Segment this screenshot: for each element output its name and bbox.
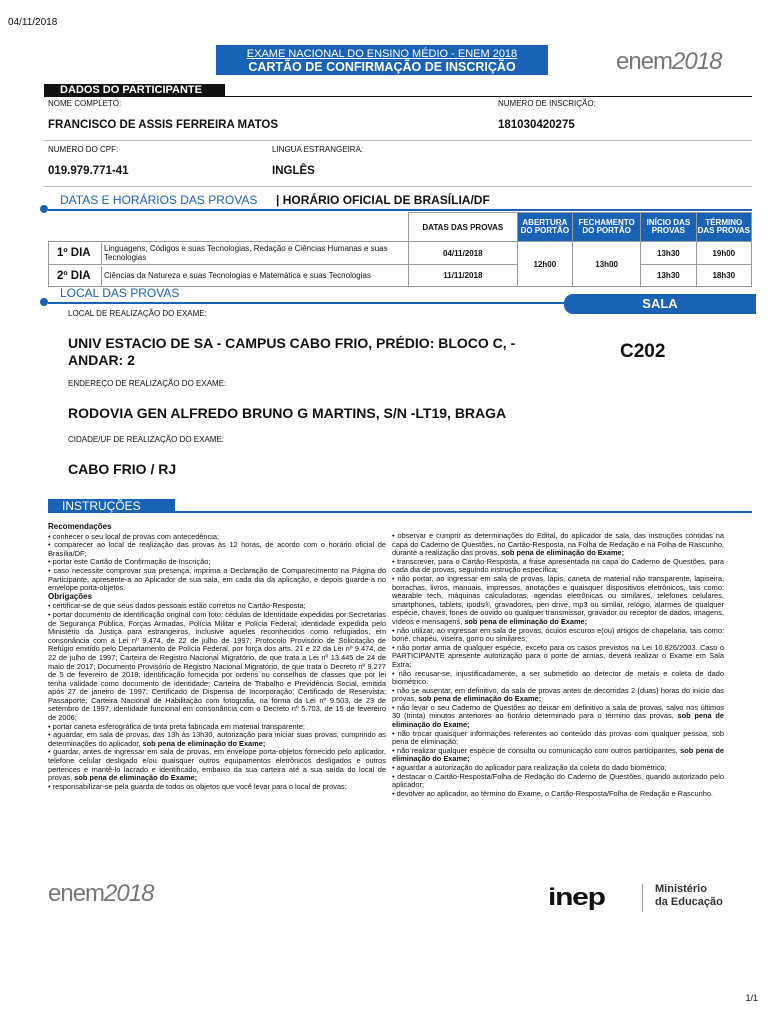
rec-title: Recomendações — [48, 522, 112, 531]
lang-label: LINGUA ESTRANGEIRA: — [272, 145, 364, 154]
list-item: • responsabilizar-se pela guarda de todos os objetos que você levar para o local de provas; — [48, 781, 347, 791]
end-cell: 19h00 — [696, 242, 751, 265]
inep-logo: inep — [548, 884, 605, 911]
place-line-1: UNIV ESTACIO DE SA - CAMPUS CABO FRIO, PRÉDIO: BLOCO C, - — [68, 335, 516, 351]
instructions-left-col — [48, 523, 386, 791]
list-item — [48, 731, 386, 748]
day-cell — [49, 265, 409, 287]
date-cell: 04/11/2018 — [409, 242, 518, 265]
item-text: • não levar o seu Caderno de Questões ao deixar em definitivo a sala de provas, salvo nos últimos 30 (trinta) minutos anteriores ao horário determinado para o término das provas, — [392, 702, 724, 721]
list-item — [392, 790, 724, 799]
local-rule — [48, 302, 564, 304]
item-text: • não realizar qualquer espécie de consulta ou comunicação com outros participantes, — [392, 745, 681, 755]
item-bold: sob pena de eliminação do Exame; — [464, 616, 588, 626]
list-item — [392, 575, 724, 627]
date-cell: 11/11/2018 — [409, 265, 518, 287]
item-text: • transcrever, para o Cartão-Resposta, a frase apresentada na capa do Caderno de Questões, para cada dia de provas, seguindo instrução específica; — [392, 556, 724, 575]
item-text: • não se ausentar, em definitivo, da sala de provas antes de decorridas 2 (duas) horas do início das provas, — [392, 685, 724, 704]
day-cell — [49, 242, 409, 265]
day-desc: Ciências da Natureza e suas Tecnologias e Matemática e suas Tecnologias — [101, 266, 408, 286]
th-open: ABERTURA DO PORTÃO — [517, 213, 572, 242]
logo-year-a: 20 — [104, 880, 129, 907]
list-item: • portar este Cartão de Confirmação de Inscrição; — [48, 557, 211, 567]
instructions-right-col — [392, 532, 724, 798]
item-text: • não recusar-se, injustificadamente, a ser submetido ao detector de metais e coleta de dado biométrico. — [392, 668, 724, 687]
addr-value: RODOVIA GEN ALFREDO BRUNO G MARTINS, S/N -LT19, BRAGA — [68, 405, 507, 421]
list-item: • portar caneta esferográfica de tinta preta fabricada em material transparente; — [48, 721, 305, 731]
th-end: TÉRMINO DAS PROVAS — [696, 213, 751, 242]
list-item: • portar documento de identificação original com foto: cédulas de Identidade expedidas por Secretarias de Segurança Pública, Forças Armadas, Polícia Militar e Polícia Federal; identidade expedida pelo Ministério da Justiça para estrangeiros, inclusive aqueles reconhecidos como refugiados, em consonância com a Lei nº 9.474, de 22 de julho de 1997; Protocolo Provisório de Solicitação de Refúgio emitido pelo Departamento de Polícia Federal, por força dos arts. 21 e 22 da Lei nº 9.474, de 22 de julho de 1997; Carteira de Registro Nacional Migratório, de que trata a Lei nº 13.445 de 24 de maio de 2017; Documento Provisório de Registro Nacional Migratório, de que trata o Decreto nº 9.277 de 5 de fevereiro de 2018; identificação fornecida por ordens ou conselhos de classes que por lei tenha validade como documento de identidade; Carteira de Trabalho e Previdência Social, emitida após 27 de janeiro de 1997; Certificado de Dispensa de Incorporação; Certificado de Reservista; Passaporte; Carteira Nacional de Habilitação com fotografia, na forma da Lei nº 9.503, de 23 de setembro de 1997; identidade funcional em consonância com o Decreto nº 5.703, de 15 de fevereiro de 2006; — [48, 609, 386, 723]
item-text: • não trocar quaisquer informações referentes ao conteúdo das provas com qualquer pessoa, sob pena de eliminação; — [392, 728, 724, 747]
end-cell: 18h30 — [696, 265, 751, 287]
list-item — [392, 704, 724, 730]
list-item — [392, 687, 724, 704]
list-item — [392, 747, 724, 764]
city-label: CIDADE/UF DE REALIZAÇÃO DO EXAME: — [68, 435, 225, 444]
logo-year-a: 20 — [672, 48, 697, 75]
instructions-rule — [175, 511, 752, 513]
item-text: • não portar arma de qualquer espécie, exceto para os casos previstos na Lei 10.826/2003. Caso o PARTICIPANTE apresente autorização para o porte de armas, deverá realizar o Exame em Sala Extra; — [392, 642, 724, 669]
bullet-dot — [40, 298, 48, 306]
item-text: • aguardar a autorização do aplicador para realização da coleta do dado biométrico; — [392, 763, 667, 773]
table-row — [49, 242, 752, 265]
page-number: 1/1 — [745, 993, 758, 1003]
item-text: • não utilizar, ao ingressar em sala de provas, óculos escuros e(ou) artigos de chapelaria, tais como: boné, chapéu, viseira, gorro ou similares; — [392, 625, 724, 644]
sala-label: SALA — [564, 294, 756, 314]
schedule-rule — [48, 209, 752, 211]
divider — [44, 186, 752, 187]
list-item: • conhecer o seu local de provas com antecedência; — [48, 531, 220, 541]
ministry-line-1: Ministério — [655, 883, 707, 895]
enem-logo-footer — [48, 880, 153, 908]
print-date: 04/11/2018 — [8, 17, 58, 28]
list-item — [392, 670, 724, 687]
item-bold: sob pena de eliminação do Exame; — [392, 745, 724, 764]
th-date: DATAS DAS PROVAS — [409, 213, 518, 242]
list-item: • certificar-se de que seus dados pessoais estão corretos no Cartão-Resposta; — [48, 601, 306, 611]
list-item — [392, 644, 724, 670]
list-item — [392, 773, 724, 790]
bullet-dot — [40, 205, 48, 213]
open-cell: 12h00 — [517, 242, 572, 287]
th-close: FECHAMENTO DO PORTÃO — [573, 213, 641, 242]
list-item — [392, 627, 724, 644]
list-item — [392, 558, 724, 575]
cpf-value: 019.979.771-41 — [48, 165, 129, 177]
logo-year-b: 18 — [128, 880, 154, 907]
header-banner — [216, 45, 548, 75]
list-item: • caso necessite comprovar sua presença, imprima a Declaração de Comparecimento na Página do Participante, apresente-a ao Aplicador de sua sala, em cada dia da aplicação, e depois guarde-a no envelope porta-objetos. — [48, 565, 386, 593]
item-text: • aguardar, em sala de provas, das 13h às 13h30, autorização para iniciar suas provas, cumprindo as determinações do aplicador, — [48, 730, 386, 748]
banner-line-1: EXAME NACIONAL DO ENSINO MÉDIO - ENEM 2018 — [246, 48, 518, 60]
item-text: • destacar o Cartão-Resposta/Folha de Redação do Caderno de Questões, quando autorizado pelo aplicador; — [392, 771, 724, 790]
local-title: LOCAL DAS PROVAS — [60, 286, 180, 300]
list-item: • comparecer ao local de realização das provas às 12 horas, de acordo com o horário oficial de Brasília/DF; — [48, 540, 386, 558]
inscription-number: 181030420275 — [498, 119, 575, 131]
divider — [44, 140, 752, 141]
item-bold: sob pena de eliminação do Exame; — [142, 738, 266, 748]
enem-logo — [616, 48, 721, 76]
schedule-table — [48, 212, 752, 287]
name-label: NOME COMPLETO: — [48, 99, 122, 108]
empty-cell — [49, 213, 409, 242]
table-row — [49, 265, 752, 287]
item-text: • guardar, antes de ingressar em sala de provas, em envelope porta-objetos fornecido pelo aplicador, telefone celular desligado e/ou quaisquer outros equipamentos eletrônicos desligados e outros pertences e mantê-lo lacrado e identificado, embaixo da sua carteira até a sua saída do local de provas, — [48, 747, 386, 783]
place-line-2: ANDAR: 2 — [68, 352, 135, 368]
list-item — [392, 532, 724, 558]
participant-name: FRANCISCO DE ASSIS FERREIRA MATOS — [48, 119, 279, 131]
banner-line-2: CARTÃO DE CONFIRMAÇÃO DE INSCRIÇÃO — [248, 60, 516, 74]
ministry-line-2: da Educação — [655, 896, 723, 908]
item-bold: sob pena de eliminação do Exame; — [392, 711, 725, 730]
insc-label: NUMERO DE INSCRIÇÃO: — [498, 99, 596, 108]
participant-section-title: DADOS DO PARTICIPANTE — [44, 84, 225, 97]
item-bold: sob pena de eliminação do Exame; — [501, 548, 625, 558]
instructions-title: INSTRUÇÕES — [48, 499, 175, 513]
divider — [44, 96, 752, 97]
start-cell: 13h30 — [641, 265, 696, 287]
lang-value: INGLÊS — [272, 165, 315, 177]
list-item — [48, 748, 386, 782]
item-text: • não portar, ao ingressar em sala de provas, lápis, caneta de material não transparente, lapiseira, borrachas, livros, manuais, impressos, anotações e quaisquer dispositivos eletrônicos, tais como: wearable tech, máquinas calculadoras, agendas eletrônicas ou similares, telefones celulares, smartphones, tablets, ipods®, gravadores, pen drive, mp3 ou similar, relógio, alarmes de qualquer espécie, chaves, fones de ouvido ou qualquer transmissor, gravador ou receptor de dados, imagens, vídeos e mensagens, — [392, 573, 724, 626]
start-cell: 13h30 — [641, 242, 696, 265]
th-start: INÍCIO DAS PROVAS — [641, 213, 696, 242]
ministry-logo — [655, 883, 723, 909]
day-desc: Linguagens, Códigos e suas Tecnologias, Redação e Ciências Humanas e suas Tecnologias — [101, 243, 408, 264]
place-label: LOCAL DE REALIZAÇÃO DO EXAME: — [68, 309, 207, 318]
item-bold: sob pena de eliminação do Exame; — [418, 694, 542, 704]
logo-year-b: 18 — [696, 48, 722, 75]
item-text: • observar e cumprir as determinações do Edital, do aplicador de sala, das instruções contidas na capa do Caderno de Questões, no Cartão-Resposta, na Folha de Redação e na Folha de Rascunho, durante a realização das provas, — [392, 531, 724, 558]
close-cell: 13h00 — [573, 242, 641, 287]
obr-title: Obrigações — [48, 591, 93, 601]
day-label: 1º DIA — [57, 247, 91, 259]
logo-text: enem — [48, 880, 105, 907]
divider — [642, 884, 643, 912]
item-text: • devolver ao aplicador, ao término do Exame, o Cartão-Resposta/Folha de Redação e Rascunho. — [392, 788, 713, 798]
cpf-label: NUMERO DO CPF: — [48, 145, 119, 154]
city-value: CABO FRIO / RJ — [68, 461, 177, 477]
logo-text: enem — [616, 48, 673, 75]
schedule-subtitle: | HORÁRIO OFICIAL DE BRASÍLIA/DF — [276, 193, 490, 207]
schedule-title: DATAS E HORÁRIOS DAS PROVAS — [60, 193, 258, 207]
addr-label: ENDEREÇO DE REALIZAÇÃO DO EXAME: — [68, 379, 227, 388]
list-item — [392, 730, 724, 747]
item-bold: sob pena de eliminação do Exame; — [74, 773, 198, 783]
sala-value: C202 — [620, 341, 666, 362]
day-label: 2º DIA — [57, 269, 91, 282]
